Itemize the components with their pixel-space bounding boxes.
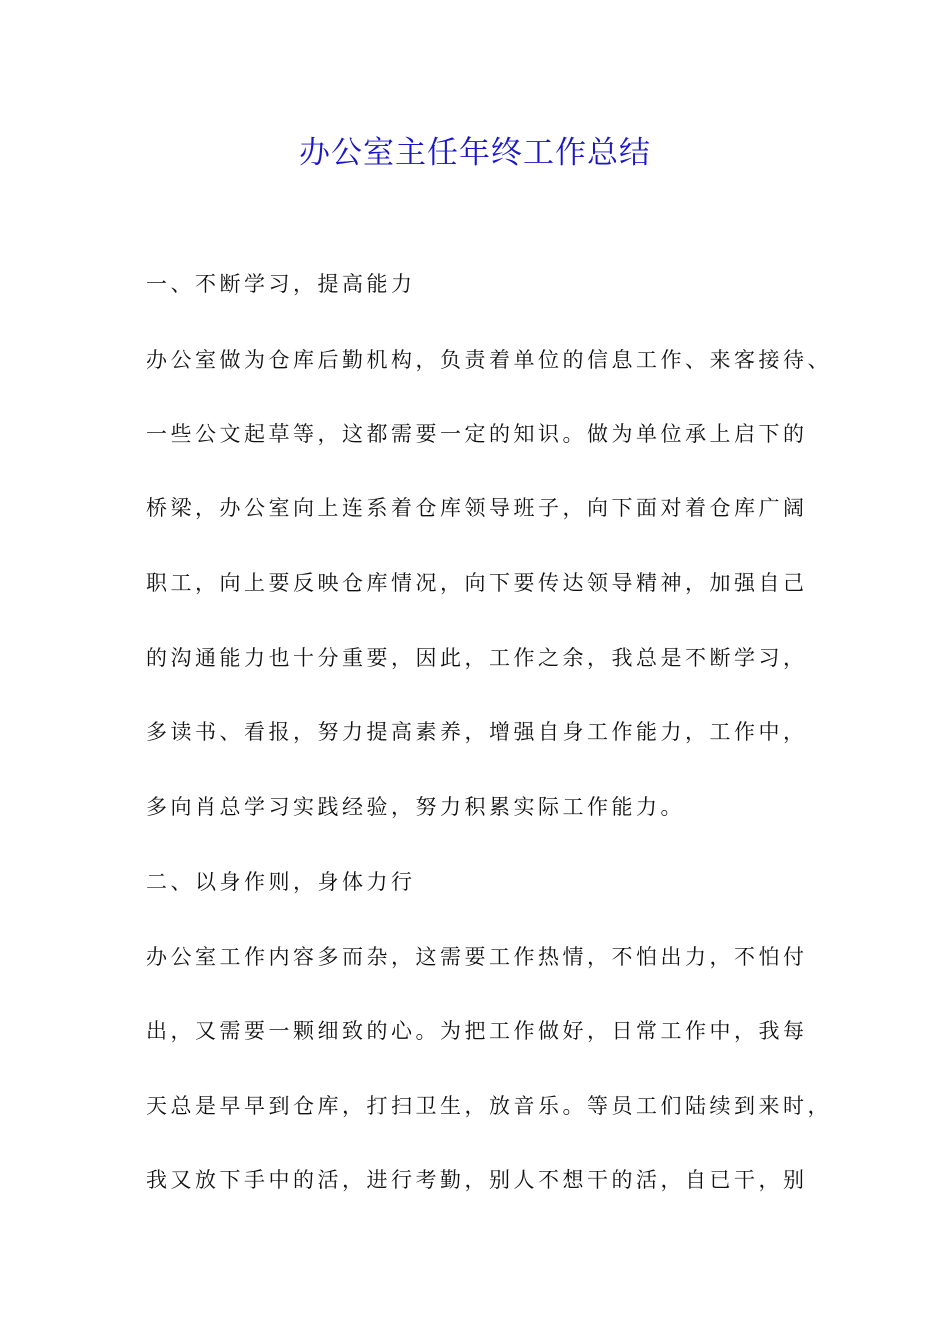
- paragraph-line: 桥梁，办公室向上连系着仓库领导班子，向下面对着仓库广阔: [146, 496, 808, 520]
- paragraph-line: 多读书、看报，努力提高素养，增强自身工作能力，工作中，: [146, 720, 808, 744]
- paragraph-line: 办公室做为仓库后勤机构，负责着单位的信息工作、来客接待、: [146, 348, 832, 372]
- paragraph-line: 的沟通能力也十分重要，因此，工作之余，我总是不断学习，: [146, 646, 808, 670]
- section-heading-2: 二、以身作则，身体力行: [146, 870, 416, 894]
- paragraph-line: 天总是早早到仓库，打扫卫生，放音乐。等员工们陆续到来时，: [146, 1094, 832, 1118]
- paragraph-line: 出，又需要一颗细致的心。为把工作做好，日常工作中，我每: [146, 1019, 808, 1043]
- section-heading-1: 一、不断学习，提高能力: [146, 272, 416, 296]
- paragraph-line: 多向肖总学习实践经验，努力积累实际工作能力。: [146, 795, 685, 819]
- paragraph-line: 我又放下手中的活，进行考勤，别人不想干的活，自已干，别: [146, 1168, 808, 1192]
- document-title: 办公室主任年终工作总结: [299, 135, 651, 171]
- paragraph-line: 职工，向上要反映仓库情况，向下要传达领导精神，加强自己: [146, 571, 808, 595]
- paragraph-line: 一些公文起草等，这都需要一定的知识。做为单位承上启下的: [146, 422, 808, 446]
- paragraph-line: 办公室工作内容多而杂，这需要工作热情，不怕出力，不怕付: [146, 945, 808, 969]
